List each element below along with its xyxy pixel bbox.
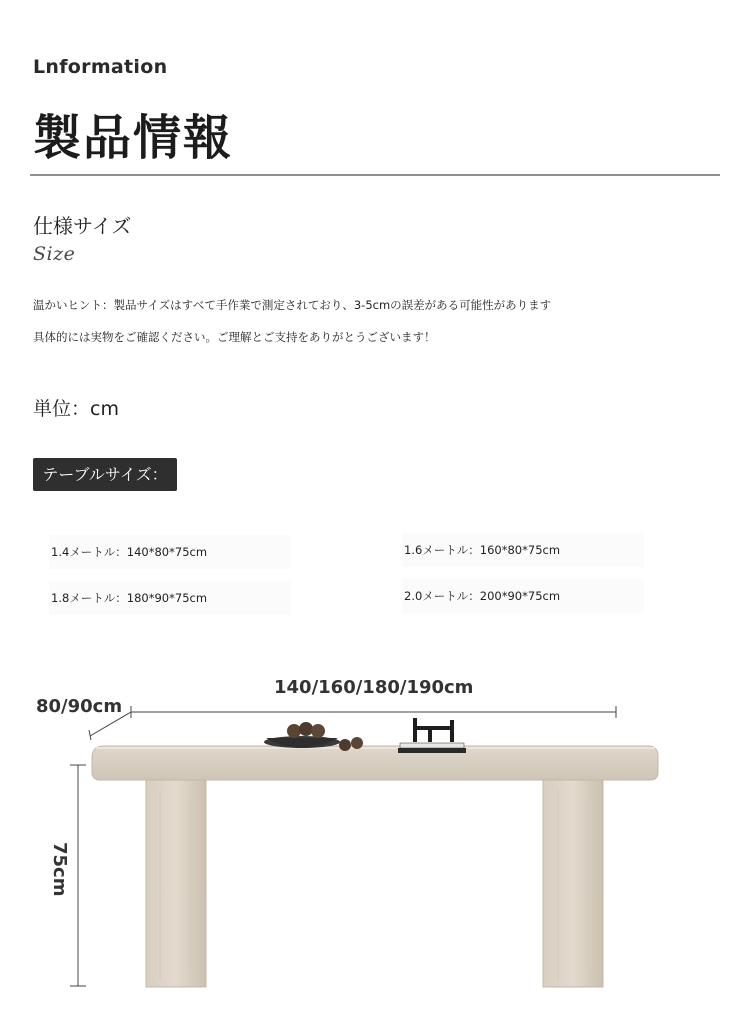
measurement-note-line-1: 温かいヒント：製品サイズはすべて手作業で測定されており、3-5cmの誤差がある可能性があります	[33, 298, 552, 312]
depth-dimension-label: 80/90cm	[36, 696, 123, 717]
width-dimension-label: 140/160/180/190cm	[274, 677, 474, 698]
table-leg-left	[146, 780, 206, 987]
table-top	[92, 746, 658, 780]
decor-bowl-icon	[264, 722, 363, 751]
table-leg-right	[543, 780, 603, 987]
spec-title: 仕様サイズ	[33, 214, 132, 238]
title-divider	[30, 174, 720, 176]
unit-label: 単位：cm	[33, 398, 119, 420]
size-option-1-6m: 1.6メートル：160*80*75cm	[402, 533, 644, 567]
english-section-title: Lnformation	[33, 56, 168, 78]
width-dimension-line	[131, 706, 616, 718]
measurement-note-line-2: 具体的には実物をご確認ください。ご理解とご支持をありがとうございます！	[33, 330, 436, 344]
size-option-1-4m: 1.4メートル：140*80*75cm	[49, 535, 291, 569]
height-dimension-label: 75cm	[49, 842, 70, 897]
table-size-tag: テーブルサイズ：	[33, 458, 177, 491]
size-option-1-8m: 1.8メートル：180*90*75cm	[49, 581, 291, 615]
decor-books-icon	[398, 718, 466, 753]
japanese-section-title: 製品情報	[33, 110, 234, 166]
height-dimension-line	[70, 765, 86, 986]
spec-subtitle: Size	[33, 243, 76, 265]
size-option-2-0m: 2.0メートル：200*90*75cm	[402, 579, 644, 613]
